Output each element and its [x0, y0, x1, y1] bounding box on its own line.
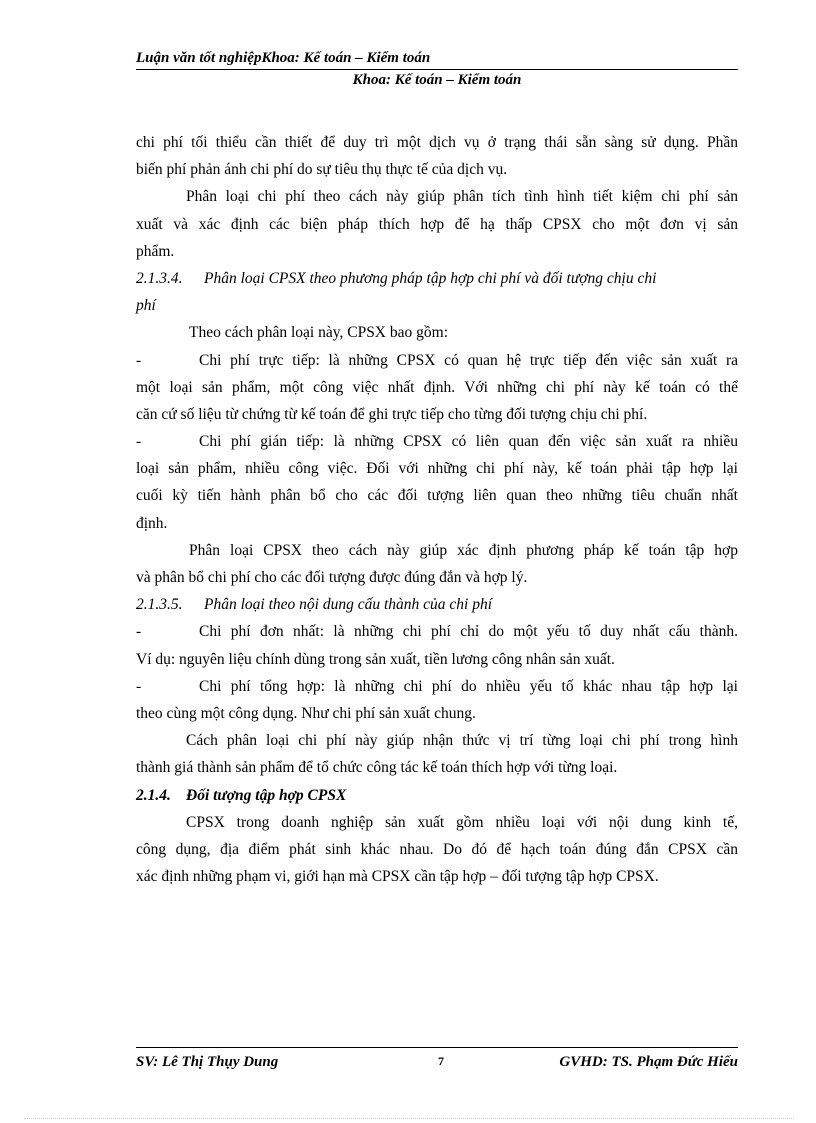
- paragraph-line: công dụng, địa điểm phát sinh khác nhau. Do đó để hạch toán đúng đắn CPSX cần: [136, 840, 738, 858]
- bullet-dash: -: [136, 351, 142, 369]
- section-number: 2.1.4.: [136, 786, 171, 804]
- section-heading-2-1-3-4: [136, 265, 738, 292]
- bullet-dash: -: [136, 433, 142, 451]
- page-footer: [136, 1047, 738, 1076]
- paragraph-line: Theo cách phân loại này, CPSX bao gồm:: [189, 324, 448, 342]
- paragraph-line: Ví dụ: nguyên liệu chính dùng trong sản xuất, tiền lương công nhân sản xuất.: [136, 650, 615, 668]
- bullet-item: [136, 673, 738, 700]
- paragraph-line: phẩm.: [136, 242, 175, 260]
- paragraph-line: căn cứ số liệu từ chứng từ kế toán để ghi trực tiếp cho từng đối tượng chịu chi phí.: [136, 405, 648, 423]
- paragraph-line: định.: [136, 514, 168, 532]
- paragraph-line: theo cùng một công dụng. Như chi phí sản xuất chung.: [136, 704, 476, 722]
- bullet-text: Chi phí trực tiếp: là những CPSX có quan hệ trực tiếp đến việc sản xuất ra: [199, 351, 738, 369]
- page-header: [136, 48, 738, 90]
- paragraph-line: loại sản phẩm, nhiều công việc. Đối với những chi phí này, kế toán phải tập hợp lại: [136, 460, 738, 478]
- footer-advisor: GVHD: TS. Phạm Đức Hiếu: [559, 1054, 738, 1070]
- bullet-dash: -: [136, 623, 142, 641]
- paragraph-line: Phân loại CPSX theo cách này giúp xác định phương pháp kế toán tập hợp: [189, 541, 738, 559]
- section-heading-2-1-4: [136, 782, 738, 809]
- bullet-dash: -: [136, 677, 142, 695]
- bullet-item: [136, 618, 738, 645]
- paragraph-line: xuất và xác định các biện pháp thích hợp để hạ thấp CPSX cho một đơn vị sản: [136, 215, 738, 233]
- paragraph-line: cuối kỳ tiến hành phân bổ cho các đối tượng liên quan theo những tiêu chuẩn nhất: [136, 487, 738, 505]
- bullet-text: Chi phí gián tiếp: là những CPSX có liên quan đến việc sản xuất ra nhiều: [199, 433, 738, 451]
- section-number: 2.1.3.5.: [136, 596, 183, 614]
- paragraph-line: thành giá thành sản phẩm để tổ chức công tác kế toán thích hợp với từng loại.: [136, 759, 618, 777]
- footer-row: [136, 1054, 738, 1076]
- header-faculty: Khoa: Kế toán – Kiểm toán: [352, 72, 522, 88]
- bullet-item: [136, 428, 738, 455]
- section-title: Phân loại theo nội dung cấu thành của chi phí: [204, 596, 493, 614]
- paragraph-line: xác định những phạm vi, giới hạn mà CPSX cần tập hợp – đối tượng tập hợp CPSX.: [136, 868, 659, 886]
- paragraph-line: Cách phân loại chi phí này giúp nhận thức vị trí từng loại chi phí trong hình: [186, 732, 738, 750]
- section-title-continued: phí: [136, 297, 156, 315]
- bullet-item: [136, 347, 738, 374]
- paragraph-line: và phân bổ chi phí cho các đối tượng được đúng đắn và hợp lý.: [136, 569, 528, 586]
- header-title: Luận văn tốt nghiệpKhoa: Kế toán – Kiểm toán: [136, 50, 431, 66]
- paragraph-line: biến phí phản ánh chi phí do sự tiêu thụ thực tế của dịch vụ.: [136, 161, 508, 179]
- bullet-text: Chi phí tổng hợp: là những chi phí do nhiều yếu tố khác nhau tập hợp lại: [199, 677, 738, 695]
- paragraph-line: Phân loại chi phí theo cách này giúp phân tích tình hình tiết kiệm chi phí sản: [186, 188, 738, 206]
- page-number: 7: [438, 1054, 444, 1068]
- bullet-text: Chi phí đơn nhất: là những chi phí chỉ do một yếu tố duy nhất cấu thành.: [199, 623, 738, 641]
- section-title: Đối tượng tập hợp CPSX: [186, 786, 347, 804]
- section-title: Phân loại CPSX theo phương pháp tập hợp chi phí và đối tượng chịu chi: [204, 269, 657, 287]
- section-heading-2-1-3-5: [136, 591, 738, 618]
- section-number: 2.1.3.4.: [136, 269, 183, 287]
- paragraph-line: chi phí tối thiểu cần thiết để duy trì một dịch vụ ở trạng thái sẵn sàng sử dụng. Phần: [136, 134, 738, 151]
- footer-rule: [136, 1047, 738, 1048]
- paragraph-line: một loại sản phẩm, một công việc nhất định. Với những chi phí này kế toán có thể: [136, 378, 738, 396]
- body-text: [136, 129, 738, 890]
- paragraph-line: CPSX trong doanh nghiệp sản xuất gồm nhiều loại với nội dung kinh tế,: [186, 813, 738, 831]
- page-bottom-edge: [24, 1118, 794, 1119]
- footer-student: SV: Lê Thị Thụy Dung: [136, 1054, 279, 1070]
